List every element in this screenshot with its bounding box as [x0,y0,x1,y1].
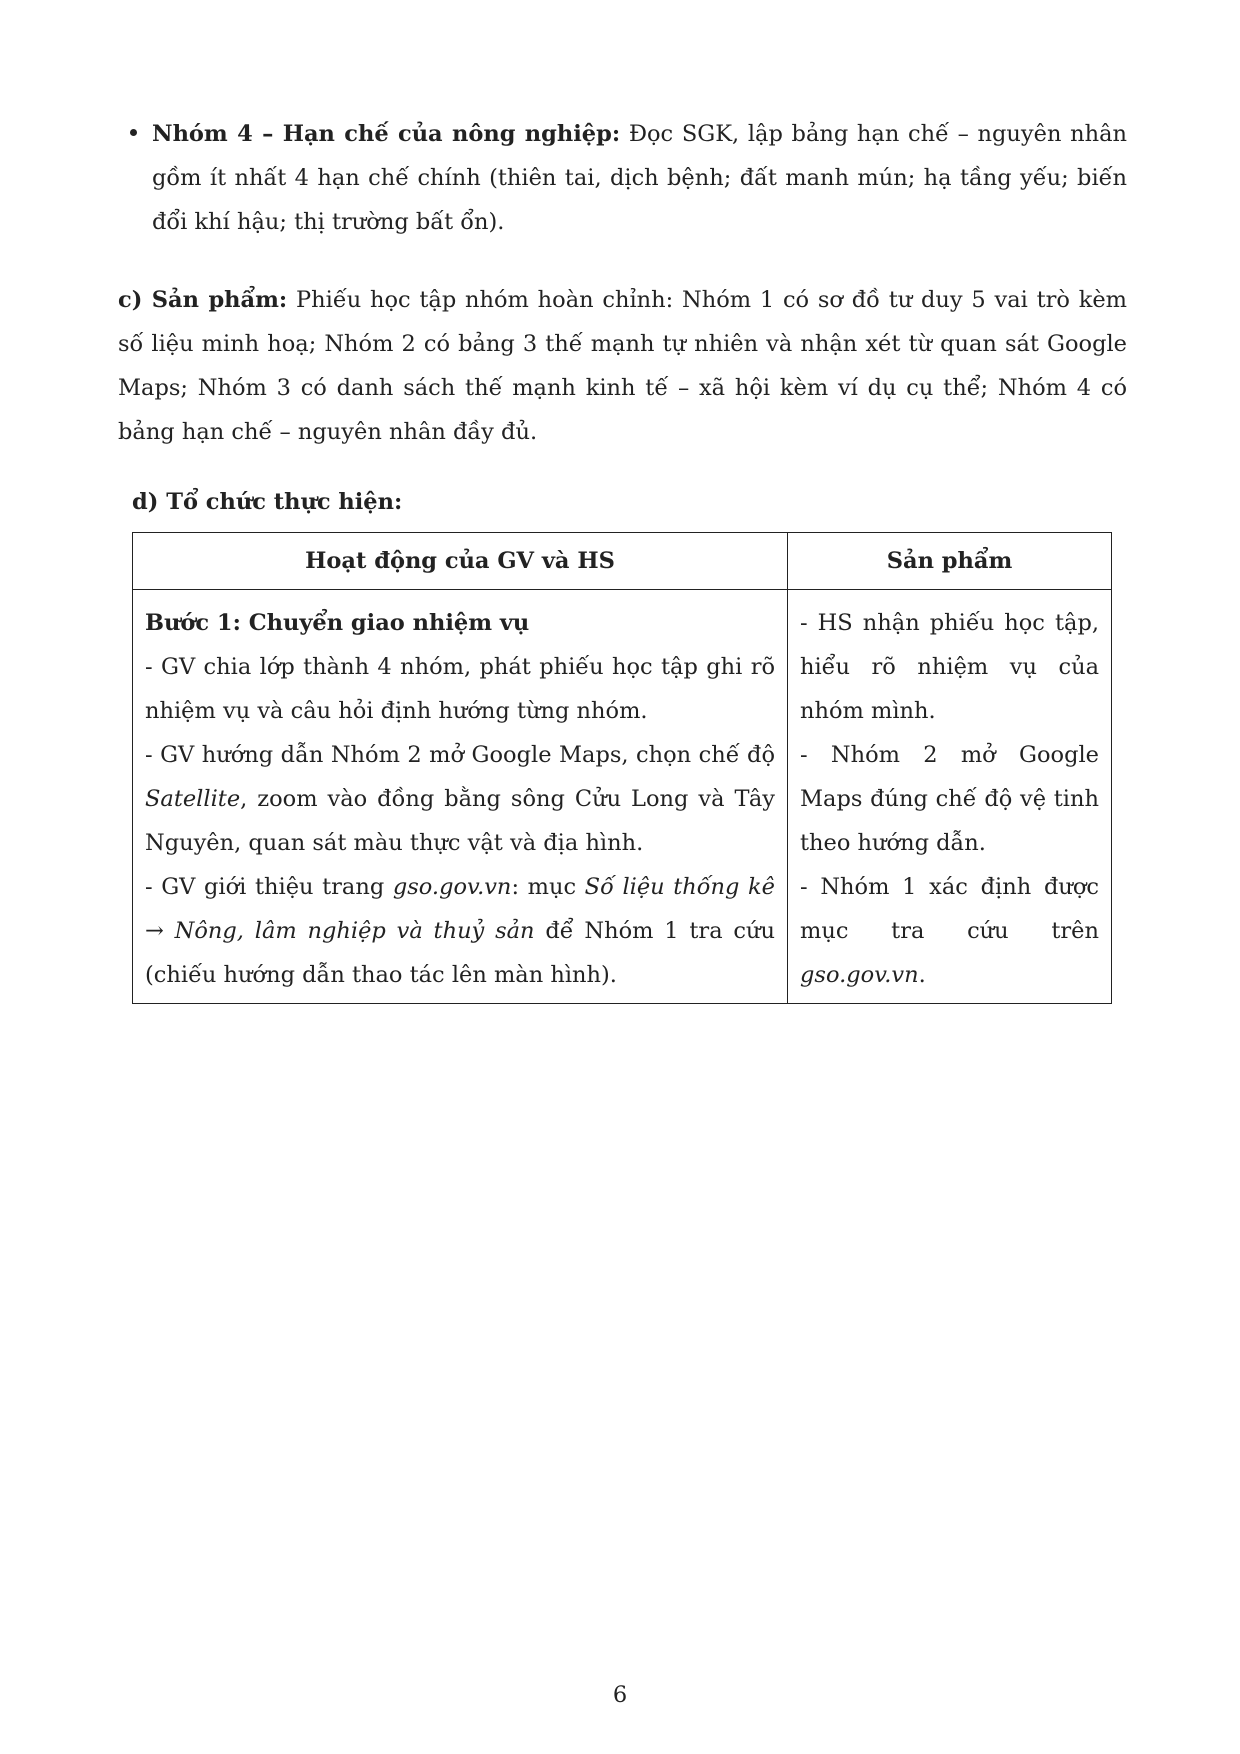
table-header-products: Sản phẩm [788,533,1112,590]
activity-line-2-text-a: - GV hướng dẫn Nhóm 2 mở Google Maps, chọn chế độ [145,742,775,768]
bullet-text [152,112,1127,244]
section-d-heading: d) Tổ chức thực hiện: [132,489,403,515]
product-bold-lead: c) Sản phẩm: [118,287,288,313]
page-number: 6 [612,1682,628,1708]
step-title: Bước 1: Chuyển giao nhiệm vụ [145,610,530,636]
table-header-activities: Hoạt động của GV và HS [133,533,788,590]
gso-site-name: gso.gov.vn [392,874,512,900]
activities-cell [133,590,788,1004]
satellite-term: Satellite [145,786,241,812]
product-line-3-text-b: . [918,962,926,988]
product-line-3-text-a: - Nhóm 1 xác định được mục tra cứu trên [800,874,1099,944]
activity-line-1: - GV chia lớp thành 4 nhóm, phát phiếu học tập ghi rõ nhiệm vụ và câu hỏi định hướng từng nhóm. [145,654,775,724]
product-line-1: - HS nhận phiếu học tập, hiểu rõ nhiệm vụ của nhóm mình. [800,610,1099,724]
bullet-item-nhom-4 [152,112,1127,244]
activity-line-2-text-b: , zoom vào đồng bằng sông Cửu Long và Tây Nguyên, quan sát màu thực vật và địa hình. [145,786,775,856]
product-line-2: - Nhóm 2 mở Google Maps đúng chế độ vệ tinh theo hướng dẫn. [800,742,1099,856]
product-paragraph [118,278,1127,454]
activity-line-3 [145,865,775,997]
organization-table [132,532,1112,1004]
bullet-bold-lead: Nhóm 4 – Hạn chế của nông nghiệp: [152,121,621,147]
product-line-3 [800,865,1099,997]
activity-line-2 [145,733,775,865]
activity-line-3-text-c: để Nhóm 1 tra cứu (chiếu hướng dẫn thao tác lên màn hình). [145,918,775,988]
gso-site-name-2: gso.gov.vn [800,962,919,988]
table-row [133,590,1112,1004]
bullet-body: Đọc SGK, lập bảng hạn chế – nguyên nhân gồm ít nhất 4 hạn chế chính (thiên tai, dịch bệnh; đất manh mún; hạ tầng yếu; biến đổi khí hậu; thị trường bất ổn). [152,121,1128,235]
gso-menu-path: Số liệu thống kê → Nông, lâm nghiệp và thuỷ sản [145,874,775,944]
table-header-row [133,533,1112,590]
product-body: Phiếu học tập nhóm hoàn chỉnh: Nhóm 1 có sơ đồ tư duy 5 vai trò kèm số liệu minh hoạ; Nhóm 2 có bảng 3 thế mạnh tự nhiên và nhận xét từ quan sát Google Maps; Nhóm 3 có danh sách thế mạnh kinh tế – xã hội kèm ví dụ cụ thể; Nhóm 4 có bảng hạn chế – nguyên nhân đầy đủ. [118,287,1128,445]
activity-line-3-text-b: : mục [511,874,585,900]
activity-line-3-text-a: - GV giới thiệu trang [145,874,393,900]
products-cell [788,590,1112,1004]
bullet-icon [130,129,137,136]
